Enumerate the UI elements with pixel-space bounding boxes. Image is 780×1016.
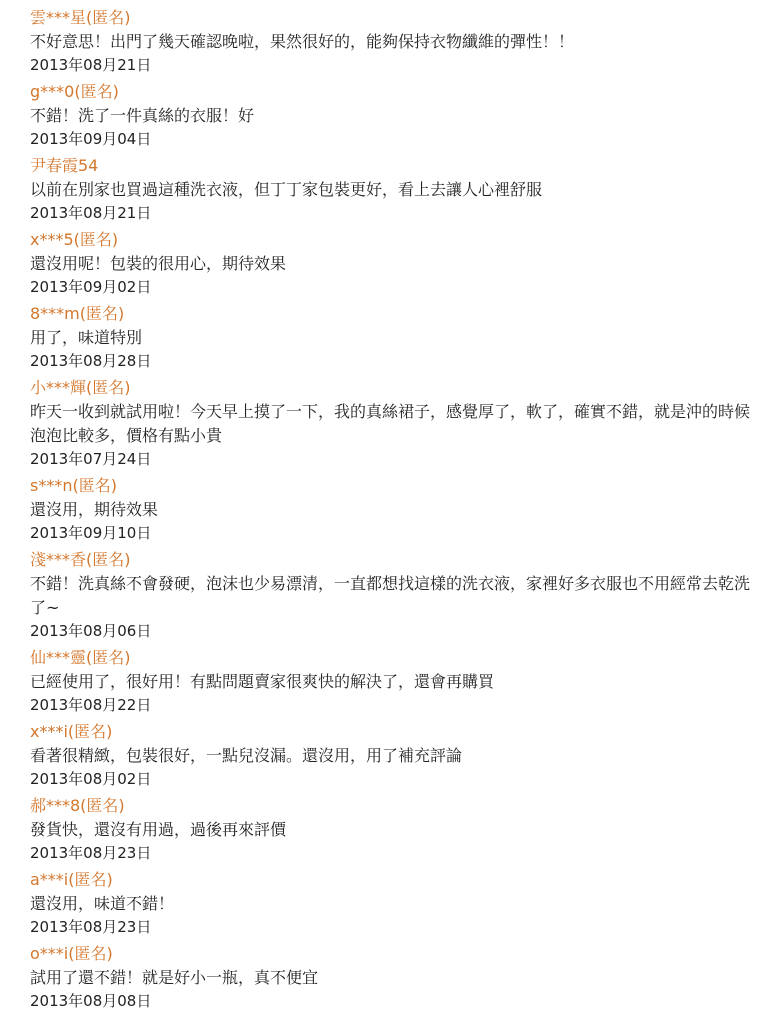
review-author: a***i(匿名) — [30, 870, 113, 889]
review-author: 8***m(匿名) — [30, 304, 125, 323]
review-item — [30, 794, 760, 864]
review-content: 不好意思！出門了幾天確認晚啦，果然很好的，能夠保持衣物纖維的彈性！！ — [30, 32, 575, 51]
review-content: 不錯！洗真絲不會發硬，泡沫也少易漂清，一直都想找這樣的洗衣液，家裡好多衣服也不用經常去乾洗了~ — [30, 574, 751, 617]
review-content: 已經使用了，很好用！有點問題賣家很爽快的解決了，還會再購買 — [30, 672, 495, 691]
review-item — [30, 474, 760, 544]
review-author: 小***輝(匿名) — [30, 378, 131, 397]
review-content: 還沒用，味道不錯！ — [30, 894, 175, 913]
review-author: 仙***靈(匿名) — [30, 648, 131, 667]
review-item — [30, 302, 760, 372]
review-author: 尹春霞54 — [30, 156, 99, 175]
review-item — [30, 154, 760, 224]
review-content: 還沒用，期待效果 — [30, 500, 159, 519]
review-author: s***n(匿名) — [30, 476, 117, 495]
review-item — [30, 228, 760, 298]
review-date: 2013年08月06日 — [30, 622, 152, 640]
review-content: 試用了還不錯！就是好小一瓶，真不便宜 — [30, 968, 319, 987]
review-list — [30, 6, 760, 1016]
review-date: 2013年08月21日 — [30, 56, 152, 74]
review-item — [30, 6, 760, 76]
review-content: 還沒用呢！包裝的很用心，期待效果 — [30, 254, 287, 273]
review-author: o***i(匿名) — [30, 944, 113, 963]
review-author: 雲***星(匿名) — [30, 8, 131, 27]
review-item — [30, 942, 760, 1012]
review-content: 用了，味道特別 — [30, 328, 143, 347]
review-date: 2013年09月04日 — [30, 130, 152, 148]
review-author: 淺***香(匿名) — [30, 550, 131, 569]
review-date: 2013年08月21日 — [30, 204, 152, 222]
review-content: 昨天一收到就試用啦！今天早上摸了一下，我的真絲裙子，感覺厚了，軟了，確實不錯，就是沖的時候泡泡比較多，價格有點小貴 — [30, 402, 751, 445]
review-author: x***i(匿名) — [30, 722, 113, 741]
review-date: 2013年08月22日 — [30, 696, 152, 714]
review-date: 2013年08月23日 — [30, 844, 152, 862]
review-item — [30, 548, 760, 642]
review-item — [30, 376, 760, 470]
review-author: x***5(匿名) — [30, 230, 119, 249]
review-date: 2013年08月28日 — [30, 352, 152, 370]
review-item — [30, 868, 760, 938]
review-item — [30, 80, 760, 150]
review-author: 郝***8(匿名) — [30, 796, 125, 815]
review-date: 2013年07月24日 — [30, 450, 152, 468]
review-date: 2013年09月02日 — [30, 278, 152, 296]
review-date: 2013年09月10日 — [30, 524, 152, 542]
review-date: 2013年08月02日 — [30, 770, 152, 788]
review-author: g***0(匿名) — [30, 82, 119, 101]
review-content: 發貨快，還沒有用過，過後再來評價 — [30, 820, 287, 839]
review-date: 2013年08月23日 — [30, 918, 152, 936]
review-item — [30, 646, 760, 716]
review-content: 看著很精緻，包裝很好，一點兒沒漏。還沒用，用了補充評論 — [30, 746, 463, 765]
review-content: 不錯！洗了一件真絲的衣服！好 — [30, 106, 255, 125]
review-content: 以前在別家也買過這種洗衣液，但丁丁家包裝更好，看上去讓人心裡舒服 — [30, 180, 543, 199]
review-date: 2013年08月08日 — [30, 992, 152, 1010]
review-item — [30, 720, 760, 790]
